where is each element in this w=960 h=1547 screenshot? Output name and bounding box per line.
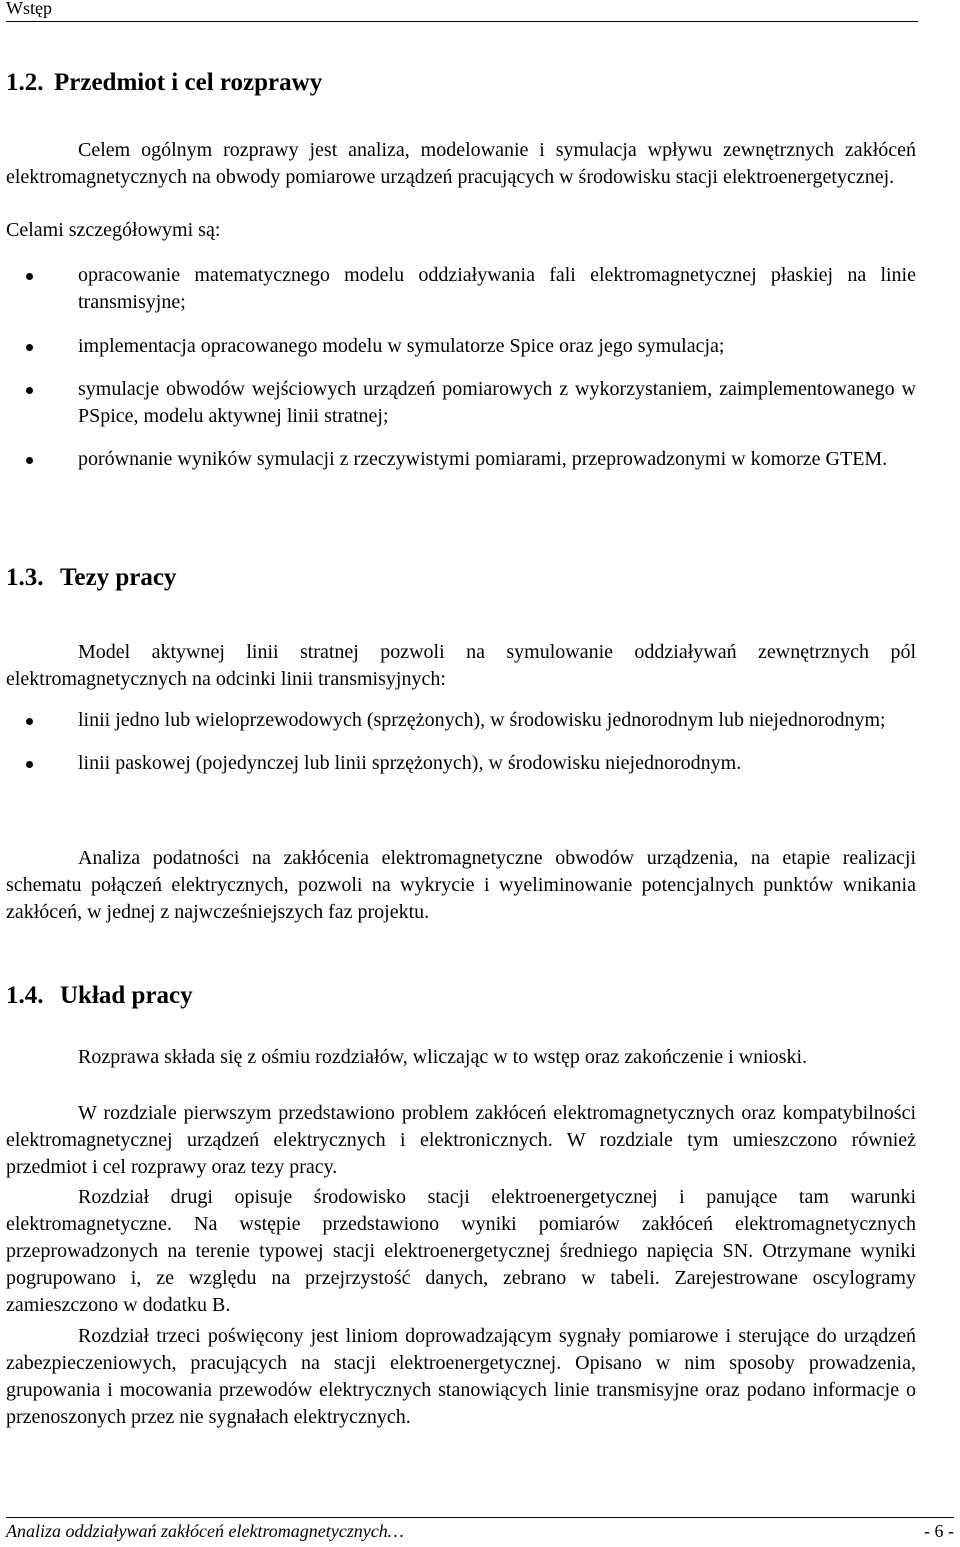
bullet-icon: [26, 387, 33, 394]
section-heading-1-3: [6, 563, 176, 593]
section-title: Tezy pracy: [60, 564, 177, 591]
section-title: Układ pracy: [60, 982, 193, 1009]
page-footer: [6, 1517, 954, 1544]
section-1-2-bullets: [6, 262, 916, 473]
section-1-4-paragraph: Rozdział trzeci poświęcony jest liniom doprowadzającym sygnały pomiarowe i sterujące do urządzeń zabezpieczeniowych, pracujących na stacji elektroenergetycznej. Opisano w nim sposoby prowadzenia, grupowania i mocowania przewodów elektrycznych stanowiących linie transmisyjne oraz podano informacje o przenoszonych przez nie sygnałach elektrycznych.: [6, 1325, 916, 1428]
running-header: [6, 0, 918, 22]
section-1-3-closing: Analiza podatności na zakłócenia elektromagnetyczne obwodów urządzenia, na etapie realizacji schematu połączeń elektrycznych, pozwoli na wykrycie i wyeliminowanie potencjalnych punktów wnikania zakłóceń, w jednej z najwcześniejszych faz projektu.: [6, 847, 916, 923]
page-number: - 6 -: [924, 1521, 954, 1541]
list-item: symulacje obwodów wejściowych urządzeń pomiarowych z wykorzystaniem, zaimplementowanego w PSpice, modelu aktywnej linii stratnej;: [6, 376, 916, 430]
section-1-2-intro: Celem ogólnym rozprawy jest analiza, modelowanie i symulacja wpływu zewnętrznych zakłóceń elektromagnetycznych na obwody pomiarowe urządzeń pracujących w środowisku stacji elektroenergetycznej.: [6, 139, 916, 188]
section-1-4-paragraph: Rozprawa składa się z ośmiu rozdziałów, wliczając w to wstęp oraz zakończenie i wnioski.: [78, 1046, 807, 1068]
section-1-4-paragraph: Rozdział drugi opisuje środowisko stacji elektroenergetycznej i panujące tam warunki elektromagnetyczne. Na wstępie przedstawiono wyniki pomiarów zakłóceń elektromagnetycznych przeprowadzonych na terenie typowej stacji elektroenergetycznej średniego napięcia SN. Otrzymane wyniki pogrupowano i, ze względu na przejrzystość danych, zebrano w tabeli. Zarejestrowane oscylogramy zamieszczono w dodatku B.: [6, 1186, 916, 1316]
bullet-icon: [26, 718, 33, 725]
section-number: 1.3.: [6, 564, 44, 591]
list-item: opracowanie matematycznego modelu oddziaływania fali elektromagnetycznej płaskiej na linie transmisyjne;: [6, 262, 916, 316]
section-1-2-lead: Celami szczegółowymi są:: [6, 219, 221, 241]
section-heading-1-4: [6, 981, 193, 1011]
section-1-4-paragraph: W rozdziale pierwszym przedstawiono problem zakłóceń elektromagnetycznych oraz kompatybilności elektromagnetycznej urządzeń elektrycznych i elektronicznych. W rozdziale tym umieszczono również przedmiot i cel rozprawy oraz tezy pracy.: [6, 1102, 916, 1178]
section-number: 1.4.: [6, 982, 44, 1009]
bullet-icon: [26, 761, 33, 768]
running-header-title: Wstęp: [6, 0, 52, 18]
footer-title: Analiza oddziaływań zakłóceń elektromagnetycznych…: [6, 1521, 404, 1541]
list-item: porównanie wyników symulacji z rzeczywistymi pomiarami, przeprowadzonymi w komorze GTEM.: [6, 446, 916, 473]
section-title: Przedmiot i cel rozprawy: [54, 69, 323, 96]
section-1-3-intro: Model aktywnej linii stratnej pozwoli na symulowanie oddziaływań zewnętrznych pól elektromagnetycznych na odcinki linii transmisyjnych:: [6, 641, 916, 690]
section-number: 1.2.: [6, 69, 44, 96]
section-heading-1-2: [6, 68, 322, 98]
bullet-icon: [26, 457, 33, 464]
list-item: linii jedno lub wieloprzewodowych (sprzężonych), w środowisku jednorodnym lub niejednorodnym;: [6, 707, 916, 734]
bullet-icon: [26, 344, 33, 351]
list-item: implementacja opracowanego modelu w symulatorze Spice oraz jego symulacja;: [6, 333, 916, 360]
bullet-icon: [26, 273, 33, 280]
list-item: linii paskowej (pojedynczej lub linii sprzężonych), w środowisku niejednorodnym.: [6, 750, 916, 777]
section-1-3-bullets: [6, 707, 916, 777]
